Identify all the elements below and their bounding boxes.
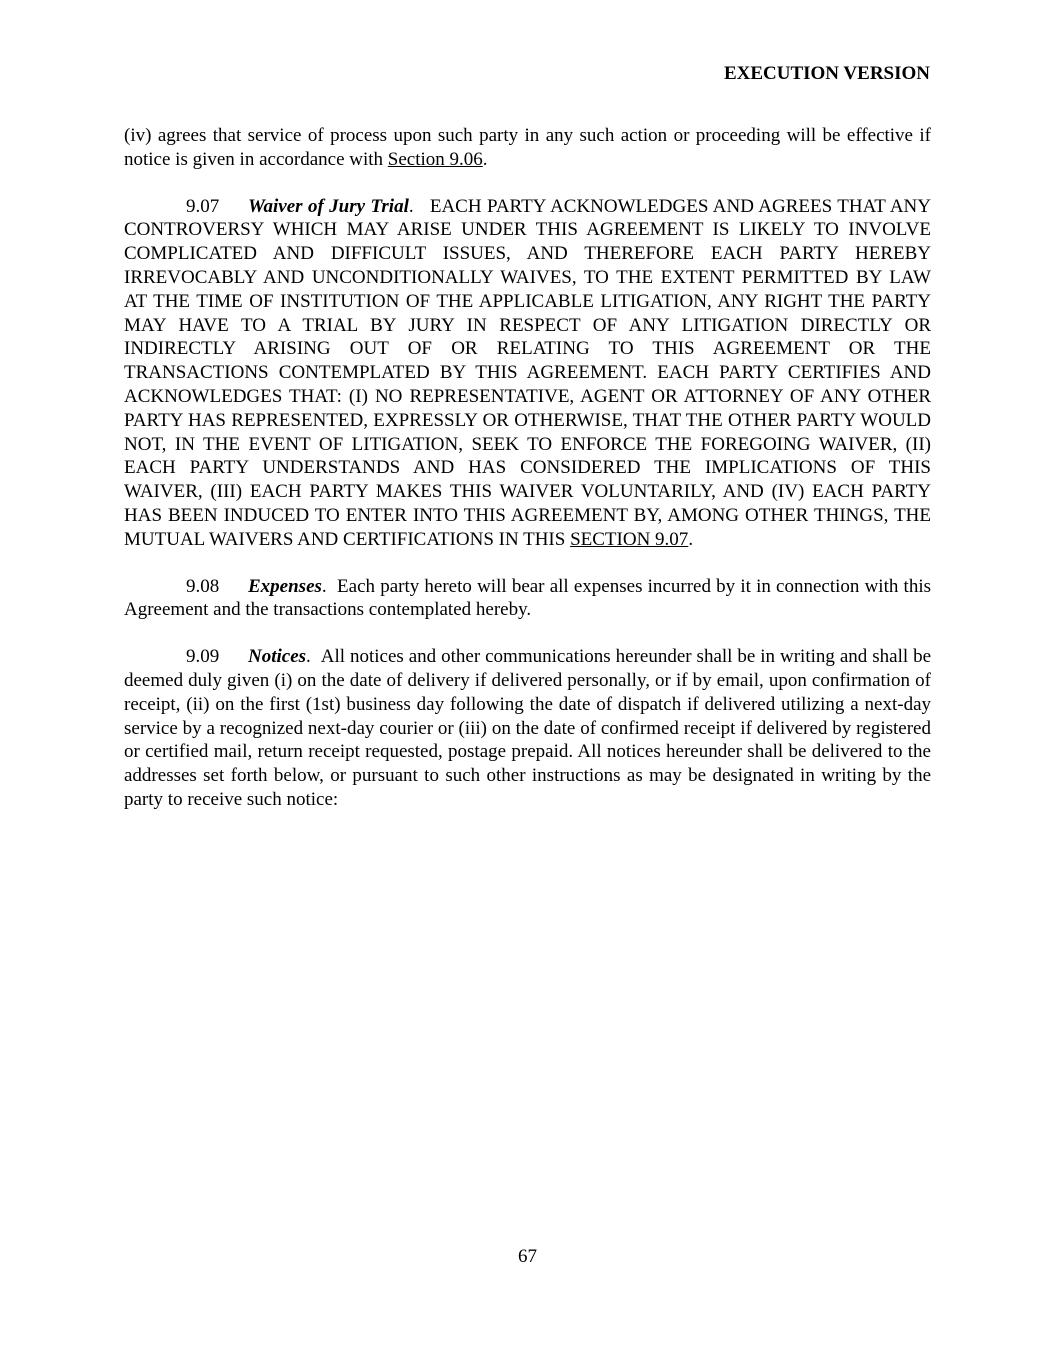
section-text: All notices and other communications hereunder shall be in writing and shall be deemed duly given (i) on the date of delivery if delivered personally, or if by email, upon confirmation of receipt, (ii) on the first (1st) business day following the date of dispatch if delivered utilizing a next-day service by a recognized next-day courier or (iii) on the date of confirmed receipt if delivered by registered or certified mail, return receipt requested, postage prepaid. All notices hereunder shall be delivered to the addresses set forth below, or pursuant to such other instructions as may be designated in writing by the party to receive such notice: bbox=[124, 646, 932, 810]
execution-version-header: EXECUTION VERSION bbox=[723, 63, 930, 84]
section-number: 9.09 bbox=[186, 646, 220, 668]
section-9-08 bbox=[124, 575, 931, 623]
section-number: 9.08 bbox=[186, 575, 220, 597]
page-number: 67 bbox=[518, 1246, 537, 1267]
paragraph-end: . bbox=[482, 148, 488, 170]
paragraph-text: (iv) agrees that service of process upon such party in any such action or proceeding will be effective if notice is given in accordance with bbox=[124, 125, 931, 170]
section-number: 9.07 bbox=[186, 195, 220, 217]
section-text: Each party hereto will bear all expenses incurred by it in connection with this Agreement and the transactions contemplated hereby. bbox=[124, 575, 931, 621]
section-reference-link[interactable]: Section 9.06 bbox=[387, 148, 483, 170]
section-title: Expenses bbox=[248, 575, 322, 597]
section-title: Notices bbox=[248, 646, 307, 668]
section-9-07 bbox=[124, 195, 931, 552]
section-title-punct: . bbox=[408, 195, 414, 217]
section-title-punct: . bbox=[321, 575, 327, 597]
section-reference-link[interactable]: SECTION 9.07 bbox=[570, 528, 689, 550]
section-9-09 bbox=[124, 645, 931, 812]
document-body bbox=[124, 124, 931, 835]
section-text: EACH PARTY ACKNOWLEDGES AND AGREES THAT ANY CONTROVERSY WHICH MAY ARISE UNDER THIS AGREEMENT IS LIKELY TO INVOLVE COMPLICATED AND DIFFICULT ISSUES, AND THEREFORE EACH PARTY HEREBY IRREVOCABLY AND UNCONDITIONALLY WAIVES, TO THE EXTENT PERMITTED BY LAW AT THE TIME OF INSTITUTION OF THE APPLICABLE LITIGATION, ANY RIGHT THE PARTY MAY HAVE TO A TRIAL BY JURY IN RESPECT OF ANY LITIGATION DIRECTLY OR INDIRECTLY ARISING OUT OF OR RELATING TO THIS AGREEMENT OR THE TRANSACTIONS CONTEMPLATED BY THIS AGREEMENT. EACH PARTY CERTIFIES AND ACKNOWLEDGES THAT: (I) NO REPRESENTATIVE, AGENT OR ATTORNEY OF ANY OTHER PARTY HAS REPRESENTED, EXPRESSLY OR OTHERWISE, THAT THE OTHER PARTY WOULD NOT, IN THE EVENT OF LITIGATION, SEEK TO ENFORCE THE FOREGOING WAIVER, (II) EACH PARTY UNDERSTANDS AND HAS CONSIDERED THE IMPLICATIONS OF THIS WAIVER, (III) EACH PARTY MAKES THIS WAIVER VOLUNTARILY, AND (IV) EACH PARTY HAS BEEN INDUCED TO ENTER INTO THIS AGREEMENT BY, AMONG OTHER THINGS, THE MUTUAL WAIVERS AND CERTIFICATIONS IN THIS bbox=[124, 195, 931, 550]
section-title: Waiver of Jury Trial bbox=[248, 195, 409, 217]
section-title-punct: . bbox=[306, 646, 311, 668]
paragraph-end: . bbox=[688, 528, 694, 550]
paragraph-continuation bbox=[124, 124, 931, 172]
